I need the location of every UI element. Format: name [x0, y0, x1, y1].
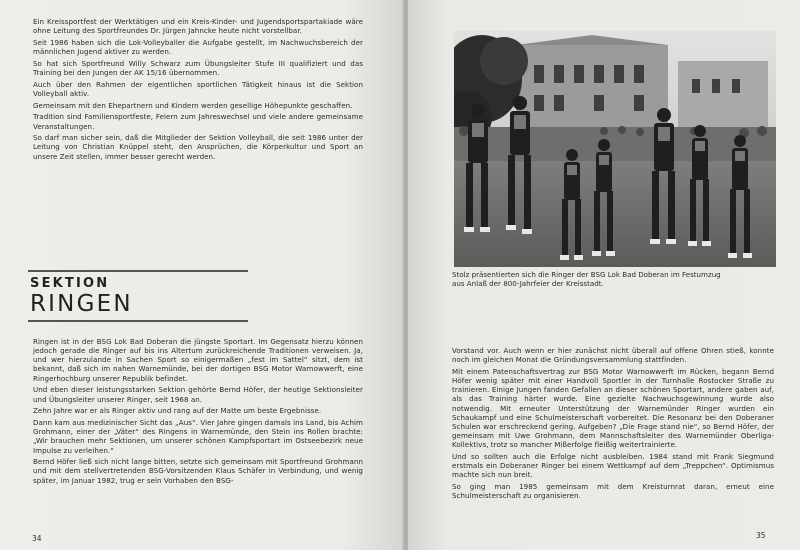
- section-label: SEKTION: [30, 276, 110, 291]
- caption-line: Stolz präsentierten sich die Ringer der BSG Lok Bad Doberan im Festumzug: [452, 270, 721, 279]
- volleyball-text-block: [33, 17, 363, 163]
- section-rule-top: [28, 270, 248, 272]
- ringen-text-block: [33, 337, 363, 487]
- section-rule-bottom: [28, 320, 248, 322]
- paragraph: Gemeinsam mit den Ehepartnern und Kindern werden gesellige Höhepunkte geschaffen.: [33, 100, 353, 110]
- paragraph: Mit einem Patenschaftsvertrag zur BSG Motor Warnowwerft im Rücken, begann Bernd Höfer wenig später mit einer Handvoll Sportler in der Turnhalle Rostocker Straße zu trainieren. Einige Jungen fanden Gefallen an dieser schönen Sportart, andere gaben auf, als das Training härter wurde. Eine gezielte Nachwuchsgewinnung wurde also notwendig. Mit erneuter Unterstützung der Warnemünder Ringer wurden ein Schaukampf und eine Schulmeisterschaft vorbereitet. Die Resonanz bei den Doberaner Schulen war erschreckend gering. Aufgeben? „Die Frage stand nie“, so Bernd Höfer, der gemeinsam mit Uwe Grohmann, dem Mannschaftsleiter des Warnemünder Oberliga-Kollektivs, trotz so mancher Mißerfolge fleißig weitertrainierte.: [452, 366, 774, 450]
- photo-wrestlers-in-parade-icon: [454, 31, 776, 267]
- paragraph: Und eben dieser leistungsstarken Sektion gehörte Bernd Höfer, der heutige Sektionsleiter und Übungsleiter unserer Ringer, seit 1968 an.: [33, 385, 363, 404]
- ringen-text-block-continued: [452, 346, 774, 503]
- paragraph: Zehn Jahre war er als Ringer aktiv und rang auf der Matte um beste Ergebnisse.: [33, 406, 322, 416]
- paragraph: Ringen ist in der BSG Lok Bad Doberan die jüngste Sportart. Im Gegensatz hierzu können jedoch gerade die Ringer auf bis ins Altertum zurückreichende Traditionen verweisen. Ja, und wer hierzulande in Sachen Sport so einigermaßen „fest im Sattel“ sitzt, dem ist bekannt, daß sich im nahen Warnemünde, bei der dortigen BSG Motor Warnowwerft, eine Ringerhochburg unserer Republik befindet.: [33, 337, 363, 383]
- paragraph: Auch über den Rahmen der eigentlichen sportlichen Tätigkeit hinaus ist die Sektion Volleyball aktiv.: [33, 79, 363, 98]
- paragraph: So ging man 1985 gemeinsam mit dem Kreisturnrat daran, erneut eine Schulmeisterschaft zu organisieren.: [452, 481, 774, 501]
- paragraph: Dann kam aus medizinischer Sicht das „Aus“. Vier Jahre gingen damals ins Land, bis Achim Grohmann, einer der „Väter“ des Ringens in Warnemünde, den Stein ins Rollen brachte: „Wir brauchen mehr Sektionen, um unserer schönen Kampfsportart im Ostseebezirk neue Impulse zu verleihen.“: [33, 418, 363, 455]
- page-number: 35: [756, 531, 766, 540]
- paragraph: So hat sich Sportfreund Willy Schwarz zum Übungsleiter Stufe III qualifiziert und das Training bei den Jungen der AK 15/16 übernommen.: [33, 58, 363, 77]
- paragraph: Ein Kreissportfest der Werktätigen und ein Kreis-Kinder- und Jugendsportspartakiade wäre ohne Leitung des Sportfreundes Dr. Jürgen Jahncke heute nicht vorstellbar.: [33, 17, 363, 36]
- paragraph: So darf man sicher sein, daß die Mitglieder der Sektion Volleyball, die seit 1986 unter der Leitung von Christian Knüppel steht, den Ansprüchen, die Körperkultur und Sport an unsere Zeit stellen, immer besser gerecht werden.: [33, 133, 363, 161]
- photo-wrestlers-parade: [454, 31, 776, 267]
- section-title: RINGEN: [30, 291, 133, 317]
- photo-caption: [452, 270, 782, 288]
- page-number: 34: [32, 534, 42, 543]
- paragraph: Vorstand vor. Auch wenn er hier zunächst nicht überall auf offene Ohren stieß, konnte noch im gleichen Monat die Gründungsversammlung stattfinden.: [452, 346, 774, 365]
- paragraph: Seit 1986 haben sich die Lok-Volleyballer die Aufgabe gestellt, im Nachwuchsbereich der männlichen Jugend aktiver zu werden.: [33, 37, 363, 57]
- paragraph: Und so sollten auch die Erfolge nicht ausbleiben. 1984 stand mit Frank Siegmund erstmals ein Doberaner Ringer bei einem Wettkampf auf dem „Treppchen“. Optimismus machte sich nun breit.: [452, 451, 774, 480]
- caption-line: aus Anlaß der 800-Jahrfeier der Kreisstadt.: [452, 279, 604, 289]
- paragraph: Bernd Höfer ließ sich nicht lange bitten, setzte sich gemeinsam mit Sportfreund Grohmann und mit dem stellvertretenden BSG-Vorsitzenden Klaus Schäfer in Verbindung, und wenig später, im Januar 1982, trug er sein Vorhaben den BSG-: [33, 457, 363, 485]
- paragraph: Tradition sind Familiensportfeste, Feiern zum Jahreswechsel und viele andere gemeinsame Veranstaltungen.: [33, 112, 363, 131]
